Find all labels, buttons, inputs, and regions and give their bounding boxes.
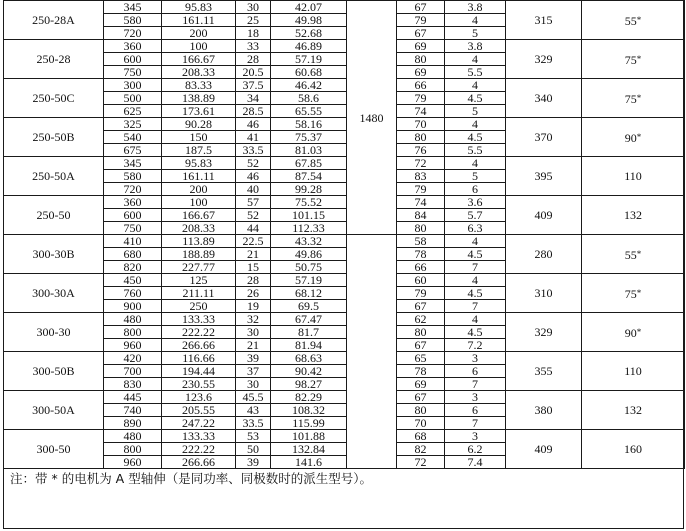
speed-cell-lower	[347, 235, 397, 469]
flow-m3h-cell: 360	[104, 196, 162, 209]
shaft-power-cell: 108.32	[271, 404, 347, 417]
table-row	[4, 391, 685, 404]
a-type-shaft-mark: *	[636, 287, 642, 298]
npsh-cell: 5	[445, 27, 506, 40]
model-cell: 250-50	[4, 196, 104, 235]
weight-cell: 395	[506, 157, 582, 196]
npsh-cell: 7.2	[445, 339, 506, 352]
shaft-power-cell: 49.86	[271, 248, 347, 261]
model-cell: 300-50	[4, 430, 104, 469]
flow-ls-cell: 161.11	[162, 14, 236, 27]
efficiency-cell: 72	[397, 157, 445, 170]
shaft-power-cell: 141.6	[271, 456, 347, 469]
shaft-power-cell: 43.32	[271, 235, 347, 248]
flow-ls-cell: 113.89	[162, 235, 236, 248]
motor-power-cell	[582, 196, 685, 235]
npsh-cell: 6.3	[445, 222, 506, 235]
flow-ls-cell: 116.66	[162, 352, 236, 365]
efficiency-cell: 83	[397, 170, 445, 183]
npsh-cell: 4	[445, 157, 506, 170]
efficiency-cell: 72	[397, 456, 445, 469]
efficiency-cell: 78	[397, 248, 445, 261]
efficiency-cell: 68	[397, 430, 445, 443]
npsh-cell: 6	[445, 404, 506, 417]
flow-m3h-cell: 445	[104, 391, 162, 404]
motor-power-value: 90	[624, 130, 637, 145]
npsh-cell: 4.5	[445, 287, 506, 300]
shaft-power-cell: 52.68	[271, 27, 347, 40]
npsh-cell: 4	[445, 274, 506, 287]
motor-power-cell	[582, 235, 685, 274]
table-row	[4, 313, 685, 326]
table-row	[4, 430, 685, 443]
shaft-power-cell: 67.85	[271, 157, 347, 170]
flow-ls-cell: 100	[162, 196, 236, 209]
model-cell: 250-28	[4, 40, 104, 79]
table-row	[4, 352, 685, 365]
flow-m3h-cell: 360	[104, 40, 162, 53]
efficiency-cell: 66	[397, 79, 445, 92]
flow-m3h-cell: 480	[104, 313, 162, 326]
head-cell: 33.5	[236, 417, 271, 430]
efficiency-cell: 70	[397, 118, 445, 131]
npsh-cell: 7	[445, 417, 506, 430]
head-cell: 30	[236, 378, 271, 391]
table-row	[4, 196, 685, 209]
shaft-power-cell: 58.6	[271, 92, 347, 105]
efficiency-cell: 60	[397, 274, 445, 287]
head-cell: 53	[236, 430, 271, 443]
head-cell: 44	[236, 222, 271, 235]
head-cell: 50	[236, 443, 271, 456]
shaft-power-cell: 50.75	[271, 261, 347, 274]
shaft-power-cell: 98.27	[271, 378, 347, 391]
flow-m3h-cell: 500	[104, 92, 162, 105]
head-cell: 19	[236, 300, 271, 313]
head-cell: 21	[236, 248, 271, 261]
head-cell: 30	[236, 1, 271, 14]
flow-ls-cell: 266.66	[162, 456, 236, 469]
weight-cell: 310	[506, 274, 582, 313]
flow-m3h-cell: 700	[104, 365, 162, 378]
efficiency-cell: 70	[397, 417, 445, 430]
model-cell: 250-28A	[4, 1, 104, 40]
flow-m3h-cell: 580	[104, 14, 162, 27]
flow-m3h-cell: 800	[104, 443, 162, 456]
head-cell: 33	[236, 40, 271, 53]
head-cell: 41	[236, 131, 271, 144]
shaft-power-cell: 58.16	[271, 118, 347, 131]
frame-left-rule	[3, 0, 4, 529]
efficiency-cell: 58	[397, 235, 445, 248]
head-cell: 45.5	[236, 391, 271, 404]
table-row	[4, 157, 685, 170]
head-cell: 46	[236, 118, 271, 131]
head-cell: 57	[236, 196, 271, 209]
motor-power-value: 55	[624, 13, 637, 28]
head-cell: 39	[236, 352, 271, 365]
flow-ls-cell: 208.33	[162, 222, 236, 235]
npsh-cell: 7	[445, 300, 506, 313]
npsh-cell: 3	[445, 430, 506, 443]
shaft-power-cell: 42.07	[271, 1, 347, 14]
shaft-power-cell: 68.63	[271, 352, 347, 365]
weight-cell: 329	[506, 40, 582, 79]
shaft-power-cell: 49.98	[271, 14, 347, 27]
efficiency-cell: 74	[397, 196, 445, 209]
flow-ls-cell: 95.83	[162, 157, 236, 170]
flow-m3h-cell: 750	[104, 222, 162, 235]
npsh-cell: 4	[445, 79, 506, 92]
efficiency-cell: 80	[397, 404, 445, 417]
shaft-power-cell: 69.5	[271, 300, 347, 313]
efficiency-cell: 67	[397, 391, 445, 404]
npsh-cell: 4.5	[445, 92, 506, 105]
flow-m3h-cell: 675	[104, 144, 162, 157]
npsh-cell: 5	[445, 105, 506, 118]
flow-m3h-cell: 830	[104, 378, 162, 391]
efficiency-cell: 67	[397, 27, 445, 40]
motor-power-cell	[582, 274, 685, 313]
npsh-cell: 7.4	[445, 456, 506, 469]
flow-ls-cell: 100	[162, 40, 236, 53]
shaft-power-cell: 81.94	[271, 339, 347, 352]
flow-m3h-cell: 345	[104, 157, 162, 170]
flow-m3h-cell: 960	[104, 456, 162, 469]
head-cell: 28	[236, 53, 271, 66]
efficiency-cell: 79	[397, 92, 445, 105]
flow-m3h-cell: 800	[104, 326, 162, 339]
motor-power-value: 90	[624, 325, 637, 340]
model-cell: 300-50B	[4, 352, 104, 391]
efficiency-cell: 80	[397, 222, 445, 235]
table-row	[4, 274, 685, 287]
flow-m3h-cell: 760	[104, 287, 162, 300]
npsh-cell: 6	[445, 365, 506, 378]
table-row	[4, 235, 685, 248]
flow-ls-cell: 200	[162, 27, 236, 40]
flow-ls-cell: 208.33	[162, 66, 236, 79]
head-cell: 22.5	[236, 235, 271, 248]
motor-power-value: 75	[624, 52, 637, 67]
head-cell: 30	[236, 326, 271, 339]
flow-ls-cell: 83.33	[162, 79, 236, 92]
flow-m3h-cell: 420	[104, 352, 162, 365]
flow-m3h-cell: 680	[104, 248, 162, 261]
table-row	[4, 40, 685, 53]
shaft-power-cell: 75.52	[271, 196, 347, 209]
efficiency-cell: 78	[397, 365, 445, 378]
head-cell: 40	[236, 183, 271, 196]
a-type-shaft-mark: *	[636, 14, 642, 25]
efficiency-cell: 67	[397, 339, 445, 352]
flow-m3h-cell: 450	[104, 274, 162, 287]
motor-power-cell	[582, 352, 685, 391]
motor-power-value: 160	[624, 442, 642, 456]
efficiency-cell: 79	[397, 287, 445, 300]
head-cell: 28.5	[236, 105, 271, 118]
shaft-power-cell: 101.88	[271, 430, 347, 443]
flow-ls-cell: 230.55	[162, 378, 236, 391]
shaft-power-cell: 112.33	[271, 222, 347, 235]
motor-power-cell	[582, 118, 685, 157]
a-type-shaft-mark: *	[636, 131, 642, 142]
head-cell: 43	[236, 404, 271, 417]
flow-ls-cell: 166.67	[162, 53, 236, 66]
shaft-power-cell: 99.28	[271, 183, 347, 196]
frame-right-rule	[683, 0, 684, 529]
efficiency-cell: 69	[397, 378, 445, 391]
model-cell: 250-50A	[4, 157, 104, 196]
efficiency-cell: 66	[397, 261, 445, 274]
flow-m3h-cell: 580	[104, 170, 162, 183]
flow-m3h-cell: 325	[104, 118, 162, 131]
frame-bottom-rule	[3, 528, 684, 529]
motor-power-value: 110	[624, 364, 642, 378]
weight-cell: 315	[506, 1, 582, 40]
model-cell: 300-30A	[4, 274, 104, 313]
weight-cell: 380	[506, 391, 582, 430]
npsh-cell: 4	[445, 53, 506, 66]
motor-power-cell	[582, 79, 685, 118]
flow-ls-cell: 133.33	[162, 430, 236, 443]
npsh-cell: 5.7	[445, 209, 506, 222]
a-type-shaft-mark: *	[636, 53, 642, 64]
weight-cell: 355	[506, 352, 582, 391]
flow-ls-cell: 173.61	[162, 105, 236, 118]
flow-ls-cell: 250	[162, 300, 236, 313]
table-row	[4, 118, 685, 131]
flow-m3h-cell: 300	[104, 79, 162, 92]
shaft-power-cell: 81.03	[271, 144, 347, 157]
flow-m3h-cell: 740	[104, 404, 162, 417]
flow-ls-cell: 95.83	[162, 1, 236, 14]
head-cell: 32	[236, 313, 271, 326]
flow-m3h-cell: 625	[104, 105, 162, 118]
efficiency-cell: 67	[397, 1, 445, 14]
motor-power-value: 75	[624, 286, 637, 301]
flow-ls-cell: 90.28	[162, 118, 236, 131]
flow-ls-cell: 222.22	[162, 326, 236, 339]
shaft-power-cell: 132.84	[271, 443, 347, 456]
efficiency-cell: 82	[397, 443, 445, 456]
shaft-power-cell: 115.99	[271, 417, 347, 430]
motor-power-cell	[582, 40, 685, 79]
efficiency-cell: 79	[397, 14, 445, 27]
shaft-power-cell: 57.19	[271, 53, 347, 66]
npsh-cell: 5.5	[445, 144, 506, 157]
weight-cell: 329	[506, 313, 582, 352]
flow-ls-cell: 205.55	[162, 404, 236, 417]
npsh-cell: 3.8	[445, 1, 506, 14]
flow-ls-cell: 227.77	[162, 261, 236, 274]
flow-ls-cell: 247.22	[162, 417, 236, 430]
motor-power-value: 132	[624, 208, 642, 222]
head-cell: 39	[236, 456, 271, 469]
shaft-power-cell: 57.19	[271, 274, 347, 287]
npsh-cell: 7	[445, 378, 506, 391]
npsh-cell: 4.5	[445, 326, 506, 339]
flow-ls-cell: 161.11	[162, 170, 236, 183]
flow-m3h-cell: 890	[104, 417, 162, 430]
motor-power-cell	[582, 430, 685, 469]
weight-cell: 340	[506, 79, 582, 118]
flow-m3h-cell: 540	[104, 131, 162, 144]
motor-power-cell	[582, 1, 685, 40]
head-cell: 52	[236, 157, 271, 170]
head-cell: 25	[236, 14, 271, 27]
head-cell: 46	[236, 170, 271, 183]
efficiency-cell: 76	[397, 144, 445, 157]
head-cell: 15	[236, 261, 271, 274]
head-cell: 28	[236, 274, 271, 287]
efficiency-cell: 69	[397, 66, 445, 79]
a-type-shaft-mark: *	[636, 92, 642, 103]
motor-power-value: 132	[624, 403, 642, 417]
flow-ls-cell: 123.6	[162, 391, 236, 404]
npsh-cell: 4	[445, 235, 506, 248]
npsh-cell: 4.5	[445, 248, 506, 261]
npsh-cell: 4	[445, 118, 506, 131]
motor-power-cell	[582, 157, 685, 196]
motor-power-value: 75	[624, 91, 637, 106]
table-row	[4, 79, 685, 92]
a-type-shaft-mark: *	[636, 248, 642, 259]
flow-m3h-cell: 960	[104, 339, 162, 352]
efficiency-cell: 74	[397, 105, 445, 118]
shaft-power-cell: 82.29	[271, 391, 347, 404]
speed-cell: 1480	[347, 1, 397, 235]
shaft-power-cell: 87.54	[271, 170, 347, 183]
shaft-power-cell: 90.42	[271, 365, 347, 378]
npsh-cell: 3	[445, 352, 506, 365]
weight-cell: 370	[506, 118, 582, 157]
pump-spec-table	[3, 0, 685, 469]
flow-m3h-cell: 720	[104, 27, 162, 40]
head-cell: 37	[236, 365, 271, 378]
efficiency-cell: 65	[397, 352, 445, 365]
efficiency-cell: 80	[397, 53, 445, 66]
npsh-cell: 3	[445, 391, 506, 404]
flow-ls-cell: 150	[162, 131, 236, 144]
model-cell: 300-50A	[4, 391, 104, 430]
flow-m3h-cell: 750	[104, 66, 162, 79]
efficiency-cell: 80	[397, 326, 445, 339]
flow-ls-cell: 187.5	[162, 144, 236, 157]
flow-ls-cell: 188.89	[162, 248, 236, 261]
npsh-cell: 6	[445, 183, 506, 196]
flow-ls-cell: 266.66	[162, 339, 236, 352]
head-cell: 33.5	[236, 144, 271, 157]
head-cell: 37.5	[236, 79, 271, 92]
motor-power-value: 110	[624, 169, 642, 183]
npsh-cell: 4	[445, 14, 506, 27]
flow-ls-cell: 138.89	[162, 92, 236, 105]
flow-m3h-cell: 480	[104, 430, 162, 443]
shaft-power-cell: 81.7	[271, 326, 347, 339]
head-cell: 26	[236, 287, 271, 300]
flow-m3h-cell: 720	[104, 183, 162, 196]
model-cell: 300-30B	[4, 235, 104, 274]
flow-m3h-cell: 410	[104, 235, 162, 248]
model-cell: 250-50C	[4, 79, 104, 118]
shaft-power-cell: 65.55	[271, 105, 347, 118]
flow-ls-cell: 194.44	[162, 365, 236, 378]
flow-m3h-cell: 600	[104, 209, 162, 222]
motor-power-value: 55	[624, 247, 637, 262]
flow-ls-cell: 200	[162, 183, 236, 196]
shaft-power-cell: 68.12	[271, 287, 347, 300]
head-cell: 52	[236, 209, 271, 222]
table-row	[4, 1, 685, 14]
motor-power-cell	[582, 313, 685, 352]
efficiency-cell: 62	[397, 313, 445, 326]
flow-ls-cell: 166.67	[162, 209, 236, 222]
efficiency-cell: 84	[397, 209, 445, 222]
npsh-cell: 3.6	[445, 196, 506, 209]
efficiency-cell: 80	[397, 131, 445, 144]
npsh-cell: 5	[445, 170, 506, 183]
motor-power-cell	[582, 391, 685, 430]
shaft-power-cell: 75.37	[271, 131, 347, 144]
shaft-power-cell: 101.15	[271, 209, 347, 222]
flow-m3h-cell: 600	[104, 53, 162, 66]
npsh-cell: 6.2	[445, 443, 506, 456]
flow-ls-cell: 211.11	[162, 287, 236, 300]
efficiency-cell: 79	[397, 183, 445, 196]
flow-m3h-cell: 900	[104, 300, 162, 313]
a-type-shaft-mark: *	[636, 326, 642, 337]
shaft-power-cell: 60.68	[271, 66, 347, 79]
flow-m3h-cell: 820	[104, 261, 162, 274]
weight-cell: 409	[506, 430, 582, 469]
head-cell: 18	[236, 27, 271, 40]
flow-m3h-cell: 345	[104, 1, 162, 14]
shaft-power-cell: 46.42	[271, 79, 347, 92]
model-cell: 300-30	[4, 313, 104, 352]
shaft-power-cell: 67.47	[271, 313, 347, 326]
weight-cell: 280	[506, 235, 582, 274]
shaft-power-cell: 46.89	[271, 40, 347, 53]
efficiency-cell: 67	[397, 300, 445, 313]
head-cell: 21	[236, 339, 271, 352]
head-cell: 34	[236, 92, 271, 105]
npsh-cell: 5.5	[445, 66, 506, 79]
efficiency-cell: 69	[397, 40, 445, 53]
model-cell: 250-50B	[4, 118, 104, 157]
npsh-cell: 3.8	[445, 40, 506, 53]
head-cell: 20.5	[236, 66, 271, 79]
flow-ls-cell: 125	[162, 274, 236, 287]
flow-ls-cell: 133.33	[162, 313, 236, 326]
footnote: 注：带 * 的电机为 A 型轴伸（是同功率、同极数时的派生型号）。	[10, 471, 372, 486]
npsh-cell: 4.5	[445, 131, 506, 144]
weight-cell: 409	[506, 196, 582, 235]
flow-ls-cell: 222.22	[162, 443, 236, 456]
npsh-cell: 4	[445, 313, 506, 326]
npsh-cell: 7	[445, 261, 506, 274]
